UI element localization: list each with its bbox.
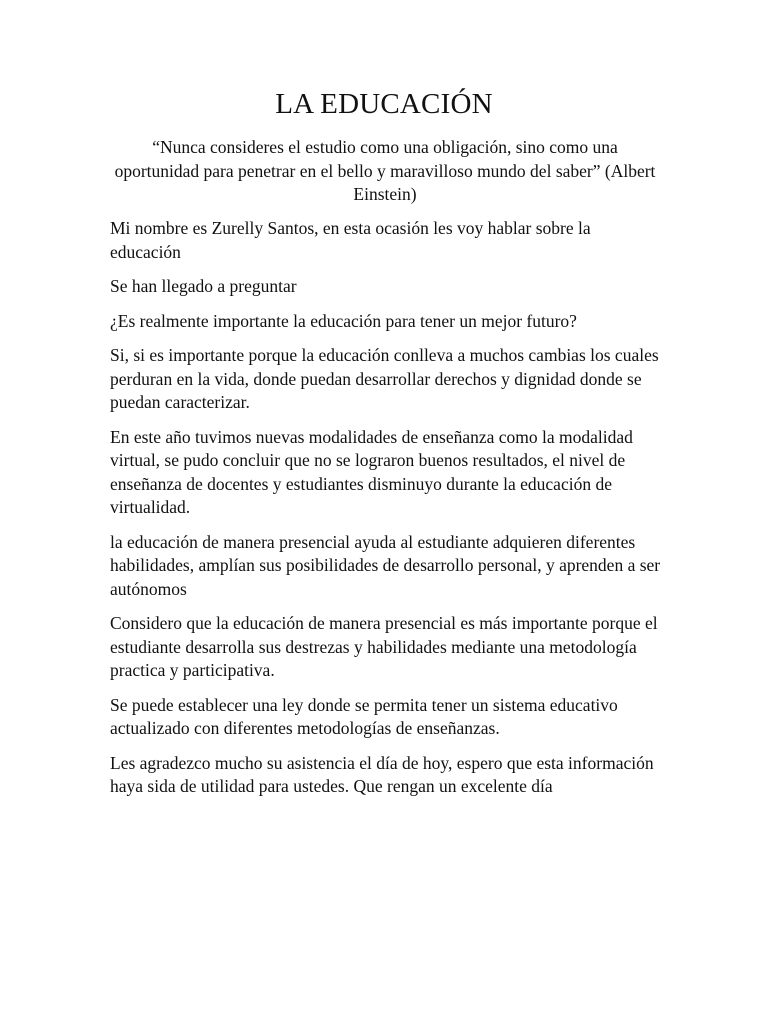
paragraph-presencial-benefits: la educación de manera presencial ayuda al estudiante adquieren diferentes habilidades, amplían sus posibilidades de desarrollo personal, y aprenden a ser autónomos [110,531,661,599]
paragraph-virtual-modality: En este año tuvimos nuevas modalidades de enseñanza como la modalidad virtual, se pudo concluir que no se lograron buenos resultados, el nivel de enseñanza de docentes y estudiantes disminuyo durante la educación de virtualidad. [110,426,633,517]
epigraph-quote: “Nunca consideres el estudio como una obligación, sino como una oportunidad para penetrar en el bello y maravilloso mundo del saber” (Albert Einstein) [114,137,656,204]
paragraph-introduction: Mi nombre es Zurelly Santos, en esta ocasión les voy hablar sobre la educación [110,218,591,262]
paragraph-question: ¿Es realmente importante la educación para tener un mejor futuro? [110,310,577,331]
paragraph-opinion: Considero que la educación de manera presencial es más importante porque el estudiante desarrolla sus destrezas y habilidades mediante una metodología practica y participativa. [110,613,658,680]
document-body [110,217,662,810]
paragraph-closing: Les agradezco mucho su asistencia el día de hoy, espero que esta información haya sida de utilidad para ustedes. Que rengan un excelente día [110,752,654,796]
paragraph-answer: Si, si es importante porque la educación conlleva a muchos cambias los cuales perduran en la vida, donde puedan desarrollar derechos y dignidad donde se puedan caracterizar. [110,345,659,412]
paragraph-proposal: Se puede establecer una ley donde se permita tener un sistema educativo actualizado con diferentes metodologías de enseñanzas. [110,694,618,738]
document-title: LA EDUCACIÓN [275,88,493,120]
paragraph-question-lead: Se han llegado a preguntar [110,276,297,296]
